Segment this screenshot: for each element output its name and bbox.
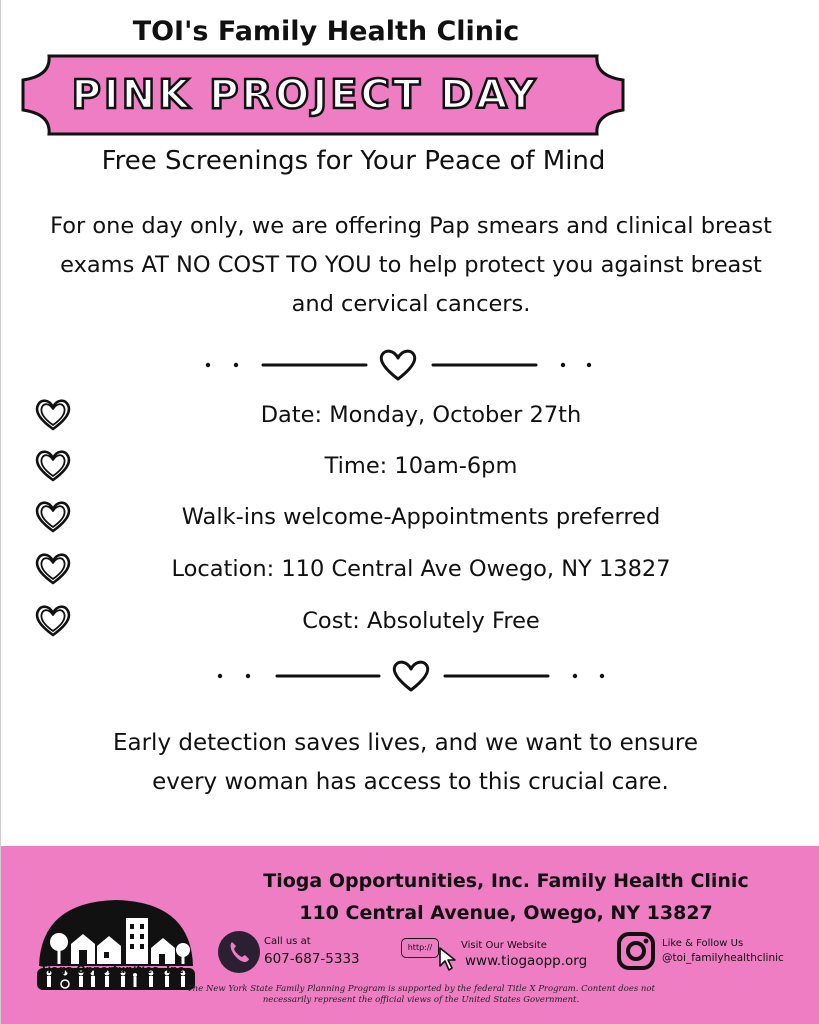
intro-line: exams AT NO COST TO YOU to help protect you against breast xyxy=(60,252,762,278)
disclaimer-line: necessarily represent the official views of the United States Government. xyxy=(262,995,580,1005)
disclaimer-line: The New York State Family Planning Program is supported by the federal Title X Program. Content does not xyxy=(187,984,655,994)
detail-date xyxy=(1,396,819,436)
disclaimer xyxy=(161,984,681,1006)
tagline: Free Screenings for Your Peace of Mind xyxy=(101,146,606,176)
heart-divider xyxy=(1,345,819,385)
detail-text: Cost: Absolutely Free xyxy=(302,608,540,634)
clinic-name: TOI's Family Health Clinic xyxy=(132,16,520,47)
detail-text: Date: Monday, October 27th xyxy=(260,402,582,428)
closing-line: every woman has access to this crucial care. xyxy=(152,769,669,795)
cursor-icon xyxy=(437,946,459,972)
social-label: Like & Follow Us xyxy=(662,938,744,949)
footer-org-name: Tioga Opportunities, Inc. Family Health Clinic xyxy=(263,870,749,892)
website-link[interactable]: www.tiogaopp.org xyxy=(465,953,588,969)
intro-paragraph xyxy=(21,207,801,324)
logo-caption: Tioga Opportunities, Inc. xyxy=(40,964,188,976)
footer xyxy=(1,846,819,1024)
intro-line: For one day only, we are offering Pap smears and clinical breast xyxy=(50,213,772,239)
detail-text: Location: 110 Central Ave Owego, NY 13827 xyxy=(171,556,671,582)
detail-location xyxy=(1,550,819,590)
banner-title: PINK PROJECT DAY xyxy=(71,72,539,118)
closing-paragraph xyxy=(1,724,819,802)
detail-text: Walk-ins welcome-Appointments preferred xyxy=(181,504,661,530)
detail-time xyxy=(1,447,819,487)
social-handle[interactable]: @toi_familyhealthclinic xyxy=(662,952,784,964)
title-banner xyxy=(19,52,627,138)
heart-divider xyxy=(1,656,819,696)
detail-text: Time: 10am-6pm xyxy=(324,453,518,479)
detail-walkins xyxy=(1,498,819,538)
phone-number[interactable]: 607-687-5333 xyxy=(264,951,360,967)
intro-line: and cervical cancers. xyxy=(291,291,531,317)
call-label: Call us at xyxy=(264,936,311,947)
browser-icon: http:// xyxy=(401,938,439,958)
phone-icon xyxy=(217,930,261,974)
footer-address: 110 Central Avenue, Owego, NY 13827 xyxy=(299,902,713,924)
closing-line: Early detection saves lives, and we want to ensure xyxy=(112,730,699,756)
web-label: Visit Our Website xyxy=(461,940,547,951)
instagram-icon xyxy=(615,930,657,972)
detail-cost xyxy=(1,602,819,642)
